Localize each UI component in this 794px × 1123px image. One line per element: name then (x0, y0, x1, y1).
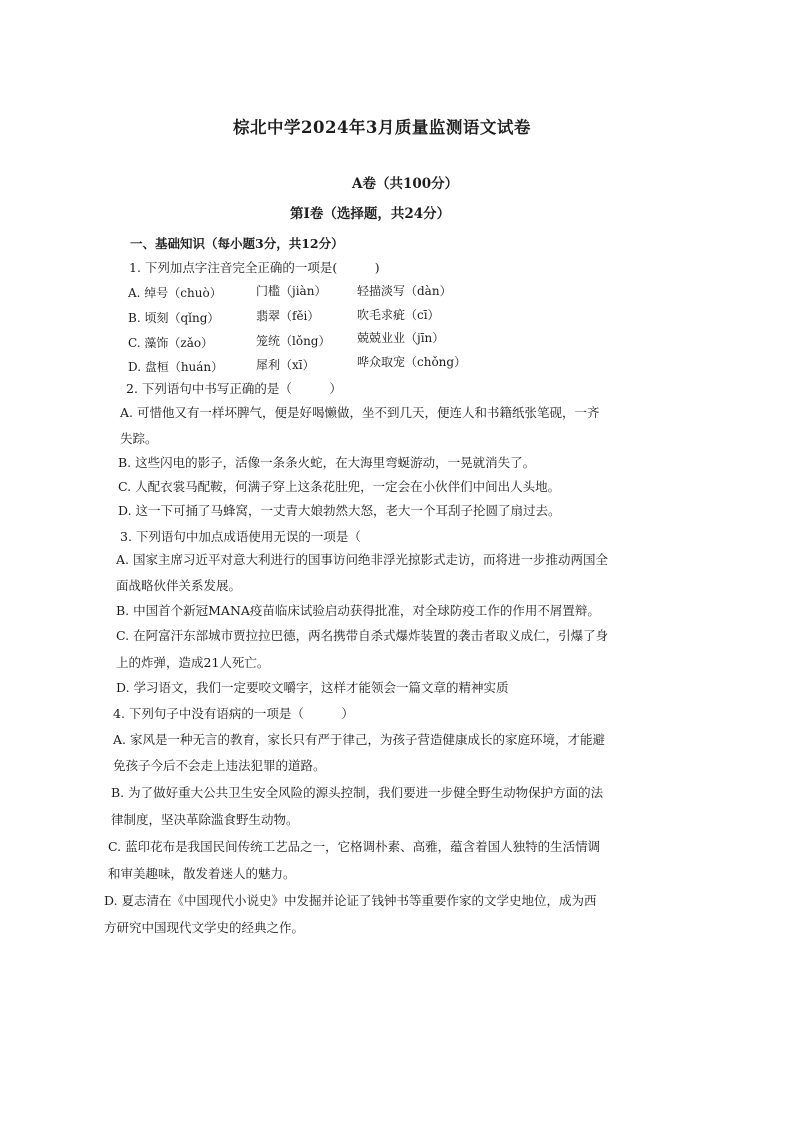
q4-option-c-line1: C. 蓝印花布是我国民间传统工艺品之一，它格调朴素、高雅，蕴含着国人独特的生活情调 (108, 839, 601, 854)
q3-option-c-line2: 上的炸弹，造成21人死亡。 (116, 655, 270, 670)
q1-option-c-col2: 笼统（lǒng） (256, 334, 331, 348)
q2-option-a-line2: 失踪。 (120, 431, 158, 446)
q2-option-b: B. 这些闪电的影子，活像一条条火蛇，在大海里弯蜒游动，一晃就消失了。 (118, 455, 536, 470)
q2-option-d: D. 这一下可捅了马蜂窝，一丈青大娘勃然大怒，老大一个耳刮子抡圆了扇过去。 (118, 503, 561, 518)
q4-option-d-line2: 方研究中国现代文学史的经典之作。 (104, 920, 305, 935)
q3-option-d: D. 学习语文，我们一定要咬文嚼字，这样才能领会一篇文章的精神实质 (116, 680, 509, 695)
q1-option-d-col1: D. 盘桓（huán） (128, 360, 224, 374)
q1-option-c-col1: C. 藻饰（zǎo） (128, 336, 214, 350)
q4-option-c-line2: 和审美趣味，散发着迷人的魅力。 (108, 866, 296, 881)
q2-stem: 2. 下列语句中书写正确的是（ ） (126, 381, 342, 396)
q3-option-c-line1: C. 在阿富汗东部城市贾拉拉巴德，两名携带自杀式爆炸装置的袭击者取义成仁，引爆了身 (116, 628, 609, 643)
q1-option-a-col1: A. 绰号（chuò） (128, 286, 222, 300)
q1-option-a-col2: 门槛（jiàn） (256, 284, 327, 298)
q3-stem: 3. 下列语句中加点成语使用无误的一项是（ (120, 529, 361, 544)
section-one-heading: 第Ⅰ卷（选择题，共24分） (290, 206, 451, 222)
q1-option-d-col3: 哗众取宠（chǒng） (357, 355, 467, 369)
q3-option-a-line2: 面战略伙伴关系发展。 (116, 578, 242, 593)
q1-option-d-col2: 犀利（xī） (256, 358, 315, 372)
part-a-heading: A卷（共100分） (352, 176, 459, 192)
q4-option-b-line1: B. 为了做好重大公共卫生安全风险的源头控制，我们要进一步健全野生动物保护方面的法 (111, 785, 604, 800)
q1-option-c-col3: 兢兢业业（jīn） (357, 331, 445, 345)
part1-heading: 一、基础知识（每小题3分，共12分） (130, 236, 344, 251)
q1-option-a-col3: 轻描淡写（dàn） (357, 284, 452, 298)
q3-option-a-line1: A. 国家主席习近平对意大利进行的国事访问绝非浮光掠影式走访，而将进一步推动两国全 (116, 552, 608, 567)
q2-option-c: C. 人配衣裳马配鞍，何满子穿上这条花肚兜，一定会在小伙伴们中间出人头地。 (118, 479, 561, 494)
q4-option-b-line2: 律制度，坚决革除滥食野生动物。 (111, 812, 299, 827)
q4-option-a-line2: 免孩子今后不会走上违法犯罪的道路。 (113, 758, 326, 773)
q2-option-a-line1: A. 可惜他又有一样坏脾气，便是好喝懒做，坐不到几天，便连人和书籍纸张笔砚，一齐 (120, 405, 600, 420)
exam-title: 棕北中学2024年3月质量监测语文试卷 (233, 118, 531, 137)
q1-option-b-col2: 翡翠（fěi） (256, 309, 320, 323)
q1-option-b-col1: B. 顷刻（qǐng） (128, 311, 220, 325)
q4-option-d-line1: D. 夏志清在《中国现代小说史》中发掘并论证了钱钟书等重要作家的文学史地位，成为西 (104, 893, 597, 908)
q3-option-b: B. 中国首个新冠MANA疫苗临床试验启动获得批准，对全球防疫工作的作用不屑置辩。 (116, 603, 600, 618)
q4-stem: 4. 下列句子中没有语病的一项是（ ） (113, 706, 354, 721)
q1-stem: 1. 下列加点字注音完全正确的一项是( ) (129, 260, 380, 275)
q1-option-b-col3: 吹毛求疵（cī） (357, 308, 440, 322)
q4-option-a-line1: A. 家风是一种无言的教育，家长只有严于律己，为孩子营造健康成长的家庭环境，才能避 (113, 732, 605, 747)
